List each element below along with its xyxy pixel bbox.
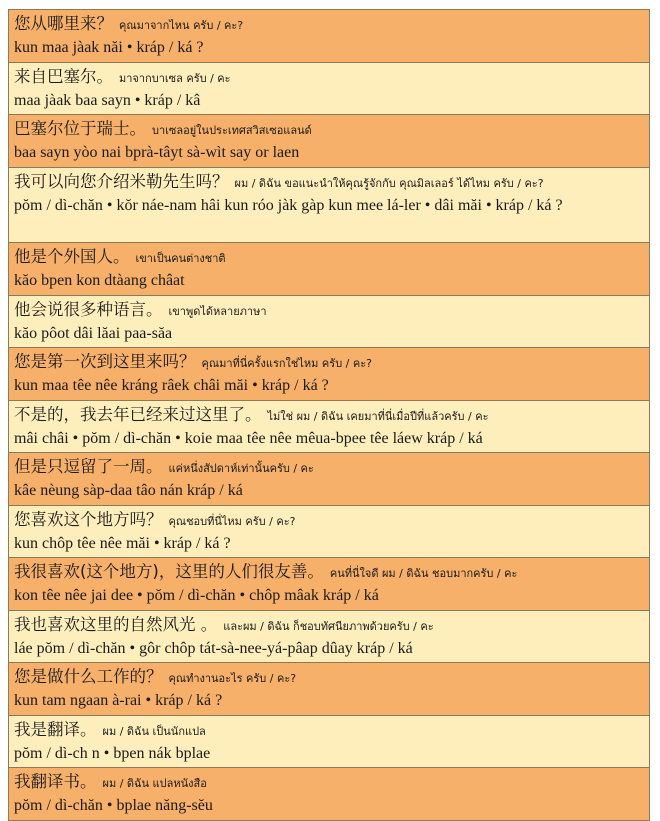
- phrase-row: [9, 168, 649, 243]
- phrase-row: [9, 453, 649, 506]
- phrase-row: [9, 296, 649, 348]
- thai-text: คุณชอบที่นี่ไหม ครับ / คะ?: [168, 515, 296, 528]
- thai-text: คุณมาที่นี่ครั้งแรกใช่ไหม ครับ / คะ?: [201, 357, 372, 370]
- thai-text: คุณทำงานอะไร ครับ / คะ?: [168, 672, 297, 685]
- thai-text: แค่หนึ่งสัปดาห์เท่านั้นครับ / คะ: [168, 462, 314, 475]
- thai-text: เขาเป็นคนต่างชาติ: [135, 252, 226, 265]
- phrase-row: [9, 663, 649, 716]
- romanization-text: kon têe nêe jai dee • pŏm / dì-chăn • chôp mâak kráp / ká: [14, 587, 379, 604]
- phrase-row: [9, 401, 649, 453]
- thai-text: ผม / ดิฉัน แปลหนังสือ: [102, 777, 207, 790]
- romanization-text: láe pŏm / dì-chăn • gôr chôp tát-sà-nee-yá-pâap dûay kráp / ká: [14, 640, 413, 657]
- chinese-text: 但是只逗留了一周。: [14, 457, 163, 476]
- phrase-row: [9, 63, 649, 115]
- romanization-text: baa sayn yòo nai bprà-tâyt sà-wìt say or laen: [14, 144, 300, 161]
- romanization-text: pŏm / dì-chăn • bplae năng-sĕu: [14, 797, 213, 814]
- romanization-text: pŏm / dì-ch n • bpen nák bplae: [14, 745, 211, 762]
- phrase-row: [9, 768, 649, 821]
- romanization-text: kun maa têe nêe kráng râek châi măi • kráp / ká ?: [14, 377, 329, 394]
- thai-text: บาเซลอยู่ในประเทศสวิสเซอแลนด์: [152, 124, 312, 137]
- chinese-text: 我是翻译。: [14, 720, 97, 739]
- chinese-text: 您是做什么工作的？: [14, 667, 163, 686]
- romanization-text: pŏm / dì-chăn • kŏr náe-nam hâi kun róo jàk gàp kun mee lá-ler • dâi măi • kráp / ká ?: [14, 197, 563, 214]
- chinese-text: 您从哪里来？: [14, 14, 113, 33]
- thai-text: ผม / ดิฉัน เป็นนักแปล: [102, 725, 206, 738]
- thai-text: ผม / ดิฉัน ขอแนะนำให้คุณรู้จักกับ คุณมิลเลอร์ ได้ไหม ครับ / คะ?: [234, 177, 544, 190]
- thai-text: และผม / ดิฉัน ก็ชอบทัศนียภาพด้วยครับ / คะ: [223, 620, 434, 633]
- thai-text: ไม่ใช่ ผม / ดิฉัน เคยมาที่นี่เมื่อปีที่แล้วครับ / คะ: [267, 410, 489, 423]
- thai-text: คนที่นี่ใจดี ผม / ดิฉัน ชอบมากครับ / คะ: [329, 567, 518, 580]
- romanization-text: kun tam ngaan à-rai • kráp / ká ?: [14, 692, 223, 709]
- romanization-text: kun maa jàak năi • kráp / ká ?: [14, 39, 204, 56]
- phrase-row: [9, 716, 649, 768]
- chinese-text: 我很喜欢(这个地方)，这里的人们很友善。: [14, 562, 324, 581]
- phrase-table: [8, 9, 650, 821]
- phrase-row: [9, 10, 649, 63]
- phrase-row: [9, 348, 649, 401]
- chinese-text: 您是第一次到这里来吗？: [14, 352, 196, 371]
- chinese-text: 不是的，我去年已经来过这里了。: [14, 405, 262, 424]
- phrase-row: [9, 506, 649, 558]
- phrase-row: [9, 243, 649, 296]
- romanization-text: kun chôp têe nêe măi • kráp / ká ?: [14, 535, 231, 552]
- romanization-text: kăo pôot dâi lăai paa-săa: [14, 325, 173, 342]
- chinese-text: 他会说很多种语言。: [14, 300, 163, 319]
- romanization-text: mâi châi • pŏm / dì-chăn • koie maa têe nêe mêua-bpee têe láew kráp / ká: [14, 430, 483, 447]
- thai-text: มาจากบาเซล ครับ / คะ: [119, 72, 231, 85]
- chinese-text: 巴塞尔位于瑞士。: [14, 119, 146, 138]
- phrase-row: [9, 558, 649, 611]
- phrase-row: [9, 115, 649, 168]
- chinese-text: 我翻译书。: [14, 772, 97, 791]
- thai-text: คุณมาจากไหน ครับ / คะ?: [119, 19, 244, 32]
- romanization-text: kâe nèung sàp-daa tâo nán kráp / ká: [14, 482, 243, 499]
- chinese-text: 他是个外国人。: [14, 247, 130, 266]
- chinese-text: 来自巴塞尔。: [14, 67, 113, 86]
- chinese-text: 我也喜欢这里的自然风光 。: [14, 615, 218, 634]
- thai-text: เขาพูดได้หลายภาษา: [168, 305, 267, 318]
- chinese-text: 我可以向您介绍米勒先生吗？: [14, 172, 229, 191]
- phrase-row: [9, 611, 649, 663]
- chinese-text: 您喜欢这个地方吗？: [14, 510, 163, 529]
- romanization-text: maa jàak baa sayn • kráp / kâ: [14, 92, 201, 109]
- romanization-text: kăo bpen kon dtàang châat: [14, 272, 185, 289]
